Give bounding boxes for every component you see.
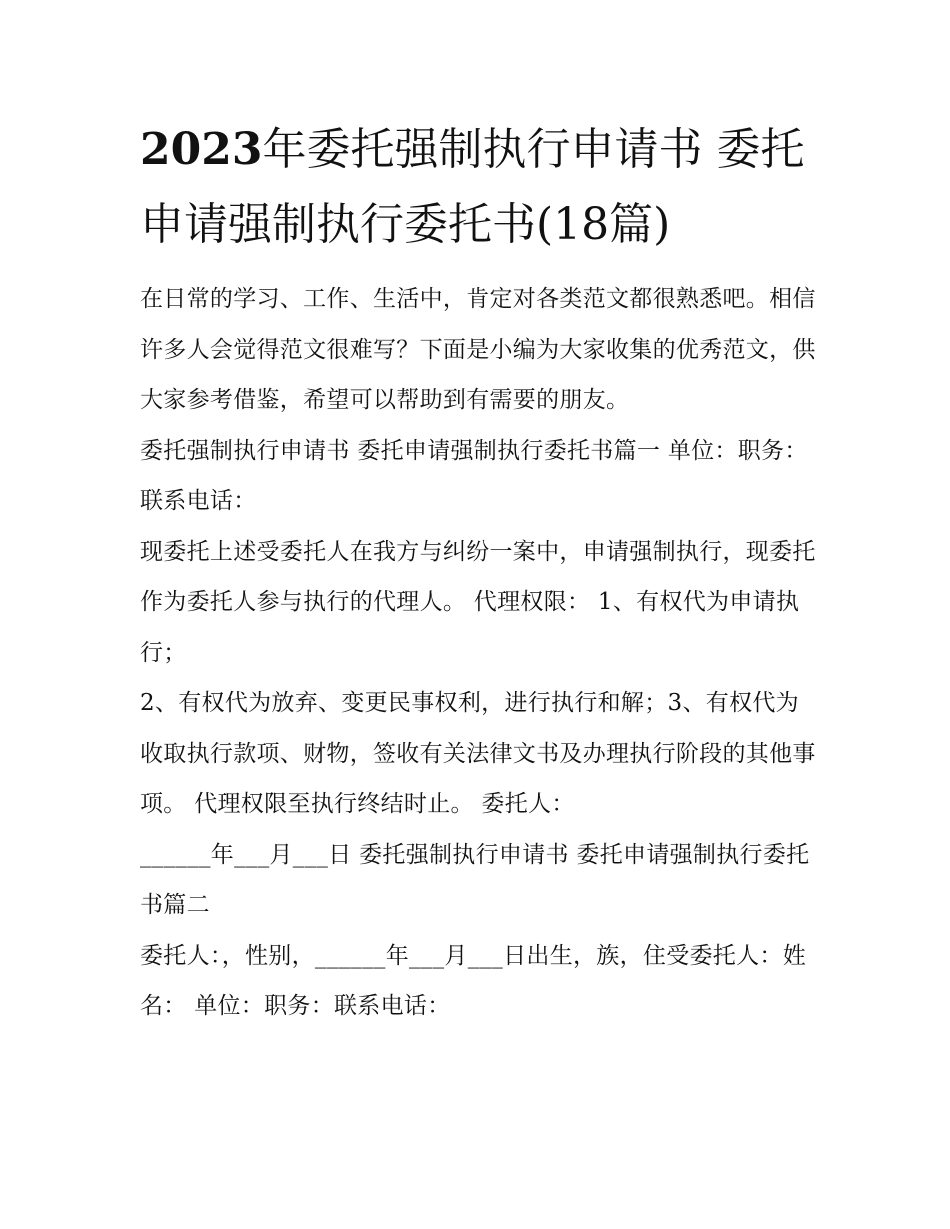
document-page [140, 112, 820, 1032]
document-title: 2023年委托强制执行申请书 委托申请强制执行委托书(18篇) [140, 124, 805, 250]
paragraph-authority: 2、有权代为放弃、变更民事权利，进行执行和解；3、有权代为收取执行款项、财物，签收有关法律文书及办理执行阶段的其他事项。 代理权限至执行终结时止。 委托人： [140, 690, 816, 817]
paragraph-date-section-two: ______年___月___日 委托强制执行申请书 委托申请强制执行委托书篇二 [140, 841, 810, 918]
paragraph-section-one-header: 委托强制执行申请书 委托申请强制执行委托书篇一 单位：职务：联系电话： [140, 437, 808, 514]
title-year: 2023 [140, 124, 263, 175]
paragraph-principal-info: 委托人：，性别，______年___月___日出生，族，住受委托人：姓名： 单位：职务：联系电话： [140, 942, 806, 1019]
paragraph-intro: 在日常的学习、工作、生活中，肯定对各类范文都很熟悉吧。相信许多人会觉得范文很难写？下面是小编为大家收集的优秀范文，供大家参考借鉴，希望可以帮助到有需要的朋友。 [140, 286, 816, 413]
paragraph-delegation: 现委托上述受委托人在我方与纠纷一案中，申请强制执行，现委托作为委托人参与执行的代理人。 代理权限： 1、有权代为申请执行； [140, 538, 816, 666]
